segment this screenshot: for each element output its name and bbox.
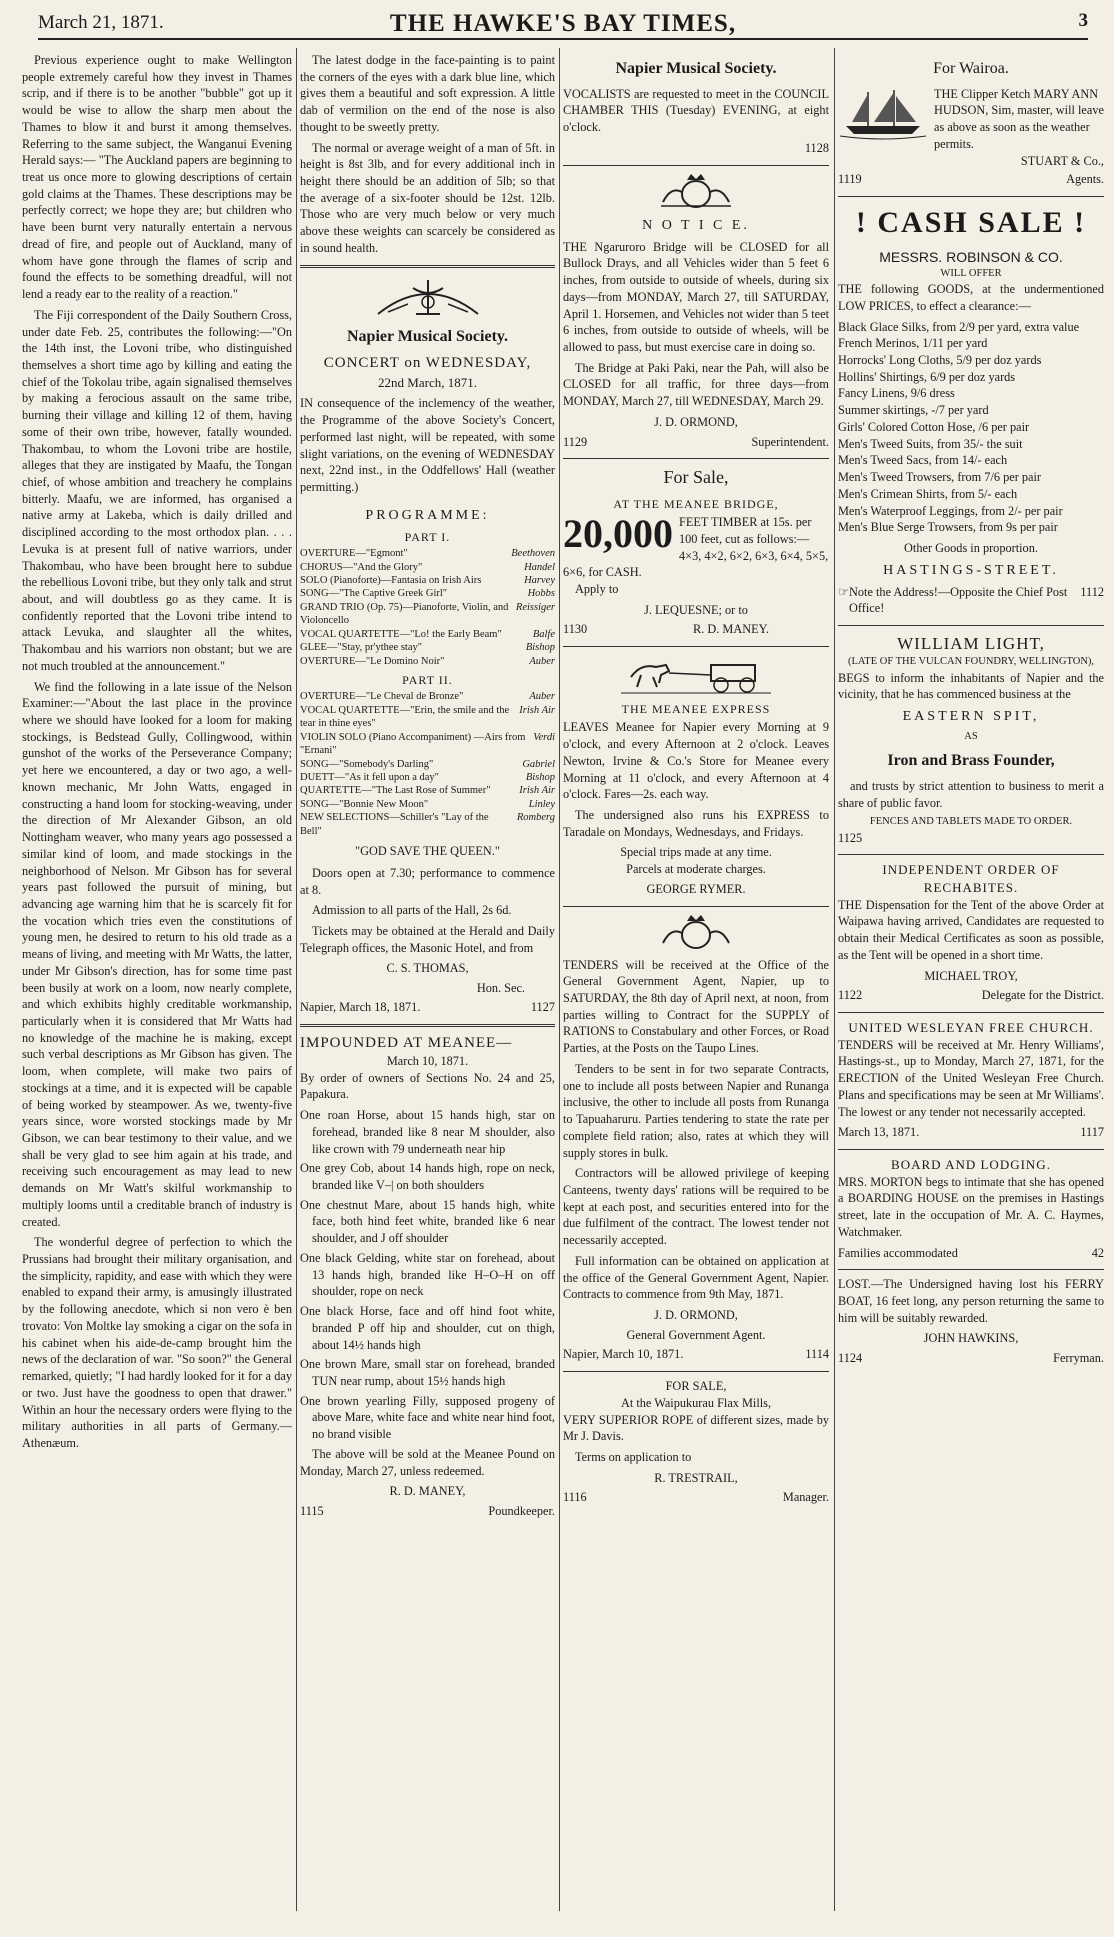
notice-signatory: J. D. ORMOND, bbox=[654, 414, 738, 429]
impounded-animal: One brown Mare, small star on forehead, branded TUN near rump, about 15½ hands high bbox=[300, 1357, 555, 1388]
board-heading: BOARD AND LODGING. bbox=[891, 1157, 1051, 1173]
divider bbox=[563, 1371, 829, 1372]
rechabites-footer bbox=[838, 987, 1104, 1004]
lost-signatory: JOHN HAWKINS, bbox=[923, 1331, 1019, 1346]
wesleyan-heading: UNITED WESLEYAN FREE CHURCH. bbox=[848, 1020, 1094, 1036]
article-stocking-loom: We find the following in a late issue of the Nelson Examiner:—"About the last place in the province where we should have looked for a loom for making stockings, is Bedstead Gully, Collingwood, within gunshot of the works of the Perseverance Company; yet here we encountered, a day or two ago, a well-known mechanic, Mr John Watts, engaged in constructing a hand loom for stocking-weaving, under the direction of Mr Alexander Gibson, an old Nottingham weaver, who many years ago possessed a similar kind of loom, and made stockings in the neighborhood of Nelson. Mr Gibson has for several years past followed the pursuit of mining, but advancing age warning him that he is scarcely fit for the vocation which tries even the constitutions of young men, he desired to return to his old trade as a means of living, and meeting with Mr Watts, the latter, under Mr Gibson's direction, has for some time past been busily at work on a loom, now nearly complete, and which exhibits highly creditable workmanship, particularly when it is considered that Mr Watts had no knowledge of the machine he is making, except such verbal descriptions as Mr Gibson has given. The loom, when complete, will make two pairs of stockings at a time, and it is expected will be capable of being worked by steampower. As we, twenty-five years since, wore worsted stockings made by Mr Gibson, we can bear testimony to their value, and we shall be very glad to see him again at his trade, and receiving such encouragement as may lead to new demands on Mr Watt's skilful workmanship to multiply looms until a creditable branch of industry is created. bbox=[22, 679, 292, 1229]
impound-list bbox=[300, 1107, 555, 1443]
column-rule-1 bbox=[296, 48, 297, 1911]
programme-item: OVERTURE—"Le Cheval de Bronze" Auber bbox=[300, 691, 555, 703]
divider bbox=[838, 1149, 1104, 1150]
price-item: Hollins' Shirtings, 6/9 per doz yards bbox=[838, 369, 1016, 384]
impound-role: Poundkeeper. bbox=[488, 1503, 555, 1518]
page-number: 3 bbox=[1078, 10, 1088, 31]
rations-tender: TENDERS will be received at the Office of the General Government Agent, Napier, up to SATURDAY, the 8th day of April next, at noon, from parties willing to Contract for the SUPPLY of RATIONS to Constabulary and other Forces, or Road Parties, at the Posts on the Taupo Lines. bbox=[563, 957, 829, 1056]
ad-number: 1130 bbox=[563, 622, 588, 637]
divider bbox=[563, 646, 829, 647]
rechabites-signatory: MICHAEL TROY, bbox=[924, 968, 1018, 983]
rations-canteens: Contractors will be allowed privilege of keeping Canteens, twenty days' rations will be required to be kept at each post, and securities entered into for the due fulfilment of the contract. The lowest tender not necessarily accepted. bbox=[563, 1166, 829, 1248]
express-parcels: Parcels at moderate charges. bbox=[626, 862, 766, 877]
programme-item: GRAND TRIO (Op. 75)—Pianoforte, Violin, and Violoncello Reissiger bbox=[300, 601, 555, 627]
vocalists-notice: VOCALISTS are requested to meet in the COUNCIL CHAMBER THIS (Tuesday) EVENING, at eight o'clock. bbox=[563, 86, 829, 135]
notice-role: Superintendent. bbox=[751, 434, 829, 449]
column-4 bbox=[838, 52, 1104, 1907]
light-body: BEGS to inform the inhabitants of Napier and the vicinity, that he has commenced business at the bbox=[838, 670, 1104, 702]
price-item: French Merinos, 1/11 per yard bbox=[838, 336, 988, 351]
cash-other-goods: Other Goods in proportion. bbox=[904, 540, 1038, 555]
impound-heading: IMPOUNDED AT MEANEE— bbox=[300, 1034, 513, 1051]
lyre-emblem-icon bbox=[368, 274, 488, 320]
impounded-animal: One brown yearling Filly, supposed progeny of above Mare, white face and white near hind foot, no brand visible bbox=[300, 1393, 555, 1442]
price-item: Men's Tweed Suits, from 35/- the suit bbox=[838, 436, 1023, 451]
concert-sig-title: Hon. Sec. bbox=[476, 981, 525, 996]
concert-notice: IN consequence of the inclemency of the weather, the Programme of the above Society's Concert, performed last night, will be repeated, with some slight variations, on the evening of WEDNESDAY next, 22nd inst., in the Oddfellows' Hall (weather permitting.) bbox=[300, 396, 555, 495]
royal-crest-icon bbox=[651, 172, 741, 210]
programme-item: DUETT—"As it fell upon a day" Bishop bbox=[300, 771, 555, 783]
hastings-street: HASTINGS-STREET. bbox=[883, 562, 1059, 578]
ad-number: 1117 bbox=[1080, 1125, 1104, 1140]
ad-number: 1122 bbox=[838, 988, 863, 1003]
for-sale-heading: For Sale, bbox=[663, 467, 729, 488]
impounded-animal: One roan Horse, about 15 hands high, star on forehead, branded like 8 near M shoulder, also like crown with 79 underneath near hip bbox=[300, 1108, 555, 1156]
divider bbox=[300, 1024, 555, 1027]
divider bbox=[838, 1269, 1104, 1270]
divider bbox=[838, 1012, 1104, 1013]
column-3 bbox=[563, 52, 829, 1907]
tenders-role: General Government Agent. bbox=[626, 1327, 766, 1342]
impound-signatory: R. D. MANEY, bbox=[389, 1484, 466, 1499]
tenders-footer bbox=[563, 1346, 829, 1363]
article-thames-scrip: Previous experience ought to make Wellington people extremely careful how they invest in Thames scrip, and if there is to be another "bubble" got up it would be wise to allow the sharp men about the Thames to blow it and burst it among themselves. Referring to the same subject, the Wanganui Evening Herald says:— "The Auckland papers are beginning to treat us once more to glowing descriptions of certain gold claims at the Thames. These descriptions may be perfectly correct; we hope they are; but children who have been burnt very naturally entertain a nervous dread of fire, and people out of Auckland, many of whom have gone through the flames of scrip and found the effects to be something dreadful, will not lend a ready ear to the reality of a reaction." bbox=[22, 53, 292, 302]
express-special: Special trips made at any time. bbox=[620, 845, 772, 860]
express-timetable: LEAVES Meanee for Napier every Morning at 9 o'clock, and every Afternoon at 2 o'clock. Leaves Newton, Irvine & Co.'s Store for Meanee every Morning at 11 o'clock, and every Afternoon at 4 o'clock. Fares—2s. each way. bbox=[563, 720, 829, 802]
wairoa-role: Agents. bbox=[1066, 172, 1104, 187]
apply-to: Apply to bbox=[575, 581, 619, 596]
part-2-label: PART II. bbox=[402, 673, 453, 688]
rechabites-role: Delegate for the District. bbox=[981, 988, 1104, 1003]
programme-part-2 bbox=[300, 690, 555, 838]
programme-item: NEW SELECTIONS—Schiller's "Lay of the Bell" Romberg bbox=[300, 812, 555, 837]
impounded-animal: One grey Cob, about 14 hands high, rope on neck, branded like V–| on both shoulders bbox=[300, 1161, 555, 1193]
programme-item: GLEE—"Stay, pr'ythee stay" Bishop bbox=[300, 642, 555, 654]
column-rule-2 bbox=[559, 48, 560, 1911]
masthead bbox=[38, 6, 1088, 40]
price-item: Men's Waterproof Leggings, from 2/- per pair bbox=[838, 503, 1063, 518]
notice-heading: N O T I C E. bbox=[642, 217, 750, 233]
light-fences: FENCES AND TABLETS MADE TO ORDER. bbox=[869, 816, 1073, 828]
concert-society-heading: Napier Musical Society. bbox=[346, 327, 509, 345]
programme-item: OVERTURE—"Le Domino Noir" Auber bbox=[300, 655, 555, 667]
impounded-animal: One chestnut Mare, about 15 hands high, white face, both hind feet white, branded like 6 near shoulder, and J off shoulder bbox=[300, 1197, 555, 1246]
timber-signatory-2: R. D. MANEY. bbox=[693, 622, 769, 637]
column-2 bbox=[300, 52, 555, 1907]
article-face-painting: The latest dodge in the face-painting is to paint the corners of the eyes with a dark blue line, which gives them a beautiful and soft expression. A little dab of vermilion on the end of the nose is also thought to be sweetly pretty. bbox=[300, 53, 555, 134]
timber-details: FEET TIMBER at 15s. per 100 feet, cut as follows:— 4×3, 4×2, 6×2, 6×3, 6×4, 5×5, 6×6, for CASH. bbox=[563, 515, 829, 580]
impounded-animal: One black Horse, face and off hind foot white, branded P off hip and shoulder, cut on thigh, about 14½ hands high bbox=[300, 1304, 555, 1352]
impounded-animal: One black Gelding, white star on forehead, about 13 hands high, branded like H–O–H on off shoulder, rope on neck bbox=[300, 1250, 555, 1299]
cash-sale-heading: ! CASH SALE ! bbox=[855, 206, 1087, 240]
price-item: Men's Crimean Shirts, from 5/- each bbox=[838, 486, 1018, 501]
impound-footer bbox=[300, 1503, 555, 1520]
divider bbox=[563, 165, 829, 166]
cash-intro: THE following GOODS, at the undermentioned LOW PRICES, to effect a clearance:— bbox=[838, 282, 1104, 313]
notice-footer bbox=[563, 434, 829, 451]
rope-heading: FOR SALE, bbox=[665, 1379, 727, 1394]
article-von-moltke: The wonderful degree of perfection to which the Prussians had brought their military organisation, and the simplicity, rapidity, and ease with which they were enabled to expand their army, is amusingly illustrated by the following anecdote, which si non vero è ben trovato: Von Moltke lay smoking a cigar on the sofa in his cabinet when his aide-de-camp brought him the news of the declaration of war. "So soon?" the General remarked, quietly; "I had hardly looked for it for a day or two. Just have the goodness to open that drawer." Within an hour the necessary orders were flying to the military authorities in all parts of Germany.—Athenæum. bbox=[22, 1235, 292, 1450]
light-body-2: and trusts by strict attention to business to merit a share of public favor. bbox=[838, 778, 1104, 810]
royal-crest-icon bbox=[651, 913, 741, 951]
wesleyan-body: TENDERS will be received at Mr. Henry Williams', Hastings-st., up to Monday, March 27, 1871, for the ERECTION of the United Wesleyan Free Church. Plans and specifications may be seen at Mr Williams'. The lowest or any tender not necessarily accepted. bbox=[838, 1037, 1104, 1119]
divider bbox=[563, 906, 829, 907]
tenders-signatory: J. D. ORMOND, bbox=[654, 1307, 738, 1322]
tenders-place: Napier, March 10, 1871. bbox=[563, 1347, 684, 1362]
rechabites-heading: INDEPENDENT ORDER OF RECHABITES. bbox=[882, 862, 1060, 896]
impound-intro: By order of owners of Sections No. 24 and 25, Papakura. bbox=[300, 1070, 555, 1102]
rope-body: VERY SUPERIOR ROPE of different sizes, made by Mr J. Davis. bbox=[563, 1412, 829, 1444]
price-item: Fancy Linens, 9/6 dress bbox=[838, 386, 955, 401]
ad-number: 1128 bbox=[804, 140, 829, 155]
lost-role: Ferryman. bbox=[1053, 1351, 1104, 1366]
sailing-ship-icon bbox=[838, 86, 928, 140]
ad-number: 1127 bbox=[530, 999, 555, 1014]
programme-item: SONG—"The Captive Greek Girl" Hobbs bbox=[300, 588, 555, 600]
divider bbox=[563, 458, 829, 459]
price-item: Men's Tweed Sacs, from 14/- each bbox=[838, 453, 1008, 468]
programme-item: VOCAL QUARTETTE—"Lo! the Early Beam" Balfe bbox=[300, 628, 555, 640]
concert-date: 22nd March, 1871. bbox=[378, 374, 477, 390]
impound-sale: The above will be sold at the Meanee Pound on Monday, March 27, unless redeemed. bbox=[300, 1446, 555, 1478]
price-item: Black Glace Silks, from 2/9 per yard, extra value bbox=[838, 319, 1080, 334]
concert-signatory: C. S. THOMAS, bbox=[386, 961, 469, 976]
pointing-hand-icon: ☞ bbox=[838, 584, 850, 599]
article-average-weight: The normal or average weight of a man of 5ft. in height is 8st 3lb, and for every additional inch in height there should be an addition of 5lb; so that the average of a six-footer should be 12st. 12lb. Those who are very much below or very much above these weights can scarcely be considered as in sound health. bbox=[300, 140, 555, 255]
ad-number: 1129 bbox=[563, 434, 588, 449]
ad-number: 1115 bbox=[300, 1503, 324, 1518]
timber-ad bbox=[563, 514, 829, 581]
rations-contracts: Tenders to be sent in for two separate Contracts, one to include all posts between Napier and Runanga inclusive, the other to include all posts from Runanga to Tapuaharuru. Parties tendering to state the rate per complete field ration; also, rates at which they will supply stores in bulk. bbox=[563, 1061, 829, 1160]
rope-footer bbox=[563, 1489, 829, 1506]
ad-number: 1124 bbox=[838, 1351, 863, 1366]
ad-number: 1116 bbox=[563, 1490, 587, 1505]
cash-price-list bbox=[838, 319, 1104, 536]
express-heading: THE MEANEE EXPRESS bbox=[621, 702, 771, 717]
price-item: Men's Tweed Trowsers, from 7/6 per pair bbox=[838, 470, 1041, 485]
issue-date: March 21, 1871. bbox=[38, 12, 164, 33]
divider bbox=[300, 265, 555, 268]
ad-number: 1112 bbox=[1080, 584, 1104, 599]
wairoa-signatory: STUART & Co., bbox=[1020, 153, 1104, 168]
rechabites-body: THE Dispensation for the Tent of the above Order at Waipawa having arrived, Candidates are requested to obtain their Medical Certificates as soon as possible, as the Tent will be opened in a short time. bbox=[838, 897, 1104, 962]
column-1 bbox=[22, 52, 292, 1907]
tickets: Tickets may be obtained at the Herald and Daily Telegraph offices, the Masonic Hotel, and from bbox=[300, 924, 555, 955]
column-rule-3 bbox=[834, 48, 835, 1911]
programme-item: SONG—"Somebody's Darling" Gabriel bbox=[300, 758, 555, 770]
eastern-spit: EASTERN SPIT, bbox=[902, 708, 1040, 724]
rations-information: Full information can be obtained on application at the office of the General Government Agent, Napier. Contracts to commence from 9th May, 1871. bbox=[563, 1253, 829, 1302]
doors-open: Doors open at 7.30; performance to commence at 8. bbox=[300, 865, 555, 897]
express-taradale: The undersigned also runs his EXPRESS to Taradale on Mondays, Wednesdays, and Fridays. bbox=[563, 808, 829, 839]
part-1-label: PART I. bbox=[404, 529, 451, 544]
light-subheading: (LATE OF THE VULCAN FOUNDRY, WELLINGTON), bbox=[847, 656, 1095, 668]
programme-item: VOCAL QUARTETTE—"Erin, the smile and the tear in thine eyes" Irish Air bbox=[300, 704, 555, 730]
board-families: Families accommodated bbox=[838, 1245, 958, 1260]
light-heading: WILLIAM LIGHT, bbox=[897, 634, 1045, 654]
cash-note: Note the Address!—Opposite the Chief Post Office! bbox=[849, 584, 1068, 616]
article-fiji: The Fiji correspondent of the Daily Southern Cross, under date Feb. 25, contributes the following:—"On the 14th inst, the Lovoni tribe, who distinguished themselves a short time ago by killing and eating the chief of the Tokolau tribe, again signalised themselves by making a ferocious assault on the same tribe, burning their village and killing 12 of them, having some of their own tribe, however, fatally wounded. Thakombau, to whom the Lovoni tribe are hostile, alleges that they are instigated by Maafu, the Tongan chief, of whose ambition and treachery he complains bitterly. Maafu, we are informed, has organised a native army at Lakeba, which is daily drilled and disciplined according to the most orthodox plan. . . . Levuka is at present full of native warriors, under Thakombau, who have been brought here to subdue the rebellious Lovoni tribe, but they only talk and strut about, and will doubtless go as they came. It is confidently reported that the Lovoni tribe intend to attack Levuka, and slaughter all the whites, Thakombau and his warriors non obstant; but we are not much troubled at the announcement." bbox=[22, 307, 292, 673]
bridge-closure-notice: THE Ngaruroro Bridge will be CLOSED for all Bullock Drays, and all Vehicles wider than 5 feet 6 inches, from outside to outside of wheels, during six days—from MONDAY, March 27, till SATURDAY, April 1. Horsemen, and Vehicles not wider than 5 teet 6 inches, from outside to outside of wheels, will be allowed to pass, but must exercise care in doing so. bbox=[563, 239, 829, 354]
programme-item: QUARTETTE—"The Last Rose of Summer" Irish Air bbox=[300, 785, 555, 797]
programme-item: OVERTURE—"Egmont" Beethoven bbox=[300, 548, 555, 560]
wairoa-body: THE Clipper Ketch MARY ANN HUDSON, Sim, master, will leave as above as soon as the weather permits. bbox=[934, 86, 1104, 151]
cash-will-offer: WILL OFFER bbox=[940, 267, 1002, 279]
programme-part-1 bbox=[300, 547, 555, 668]
lost-boat-notice: LOST.—The Undersigned having lost his FERRY BOAT, 16 feet long, any person returning the same to him will be suitably rewarded. bbox=[838, 1277, 1104, 1325]
wesleyan-date: March 13, 1871. bbox=[838, 1125, 920, 1140]
divider bbox=[838, 625, 1104, 626]
rope-terms: Terms on application to bbox=[575, 1450, 692, 1464]
programme-item: SONG—"Bonnie New Moon" Linley bbox=[300, 798, 555, 810]
wesleyan-footer bbox=[838, 1124, 1104, 1141]
ad-number: 1125 bbox=[838, 830, 863, 845]
cash-footer bbox=[838, 584, 1104, 617]
god-save-queen: "GOD SAVE THE QUEEN." bbox=[355, 844, 500, 859]
divider bbox=[838, 196, 1104, 197]
divider bbox=[838, 854, 1104, 855]
wairoa-ad bbox=[838, 86, 1104, 153]
wairoa-footer bbox=[838, 171, 1104, 188]
express-signatory: GEORGE RYMER. bbox=[646, 881, 746, 896]
horse-coach-icon bbox=[611, 653, 781, 695]
board-body: MRS. MORTON begs to intimate that she has opened a BOARDING HOUSE on the premises in Hastings street, late in the occupation of Mr. A. C. Haymes, Watchmaker. bbox=[838, 1174, 1104, 1239]
programme-heading: PROGRAMME: bbox=[365, 507, 490, 523]
programme-item: SOLO (Pianoforte)—Fantasia on Irish Airs Harvey bbox=[300, 574, 555, 586]
wairoa-heading: For Wairoa. bbox=[933, 60, 1009, 77]
newspaper-title: THE HAWKE'S BAY TIMES, bbox=[389, 10, 737, 37]
ad-number: 1119 bbox=[838, 172, 862, 187]
programme-item: CHORUS—"And the Glory" Handel bbox=[300, 561, 555, 573]
programme-item: VIOLIN SOLO (Piano Accompaniment) —Airs from "Ernani" Verdi bbox=[300, 731, 555, 757]
ad-number: 42 bbox=[1091, 1245, 1104, 1260]
admission: Admission to all parts of the Hall, 2s 6d. bbox=[312, 903, 512, 918]
price-item: Girls' Colored Cotton Hose, /6 per pair bbox=[838, 419, 1030, 434]
paki-paki-bridge-notice: The Bridge at Paki Paki, near the Pah, will also be CLOSED for all traffic, for three days—from MONDAY, March 27, till WEDNESDAY, March 29. bbox=[563, 360, 829, 409]
musical-society-heading: Napier Musical Society. bbox=[615, 60, 777, 77]
timber-quantity: 20,000 bbox=[563, 514, 673, 557]
board-footer bbox=[838, 1245, 1104, 1262]
price-item: Horrocks' Long Cloths, 5/9 per doz yards bbox=[838, 353, 1042, 368]
rope-location: At the Waipukurau Flax Mills, bbox=[620, 1395, 772, 1410]
cash-firm: MESSRS. ROBINSON & CO. bbox=[879, 248, 1063, 265]
for-sale-location: AT THE MEANEE BRIDGE, bbox=[613, 496, 779, 511]
rope-role: Manager. bbox=[782, 1490, 829, 1505]
concert-sig-place: Napier, March 18, 1871. bbox=[300, 999, 421, 1014]
light-trade: Iron and Brass Founder, bbox=[887, 752, 1055, 770]
timber-signatory-1: J. LEQUESNE; or to bbox=[644, 602, 748, 617]
impound-date: March 10, 1871. bbox=[386, 1054, 469, 1069]
rope-signatory: R. TRESTRAIL, bbox=[654, 1470, 738, 1485]
concert-footer bbox=[300, 999, 555, 1016]
concert-title: CONCERT on WEDNESDAY, bbox=[323, 355, 532, 372]
price-item: Men's Blue Serge Trowsers, from 9s per pair bbox=[838, 520, 1058, 535]
light-as: AS bbox=[964, 730, 978, 742]
lost-footer bbox=[838, 1350, 1104, 1367]
timber-footer bbox=[563, 621, 829, 638]
ad-number: 1114 bbox=[805, 1347, 829, 1362]
price-item: Summer skirtings, -/7 per yard bbox=[838, 403, 989, 418]
